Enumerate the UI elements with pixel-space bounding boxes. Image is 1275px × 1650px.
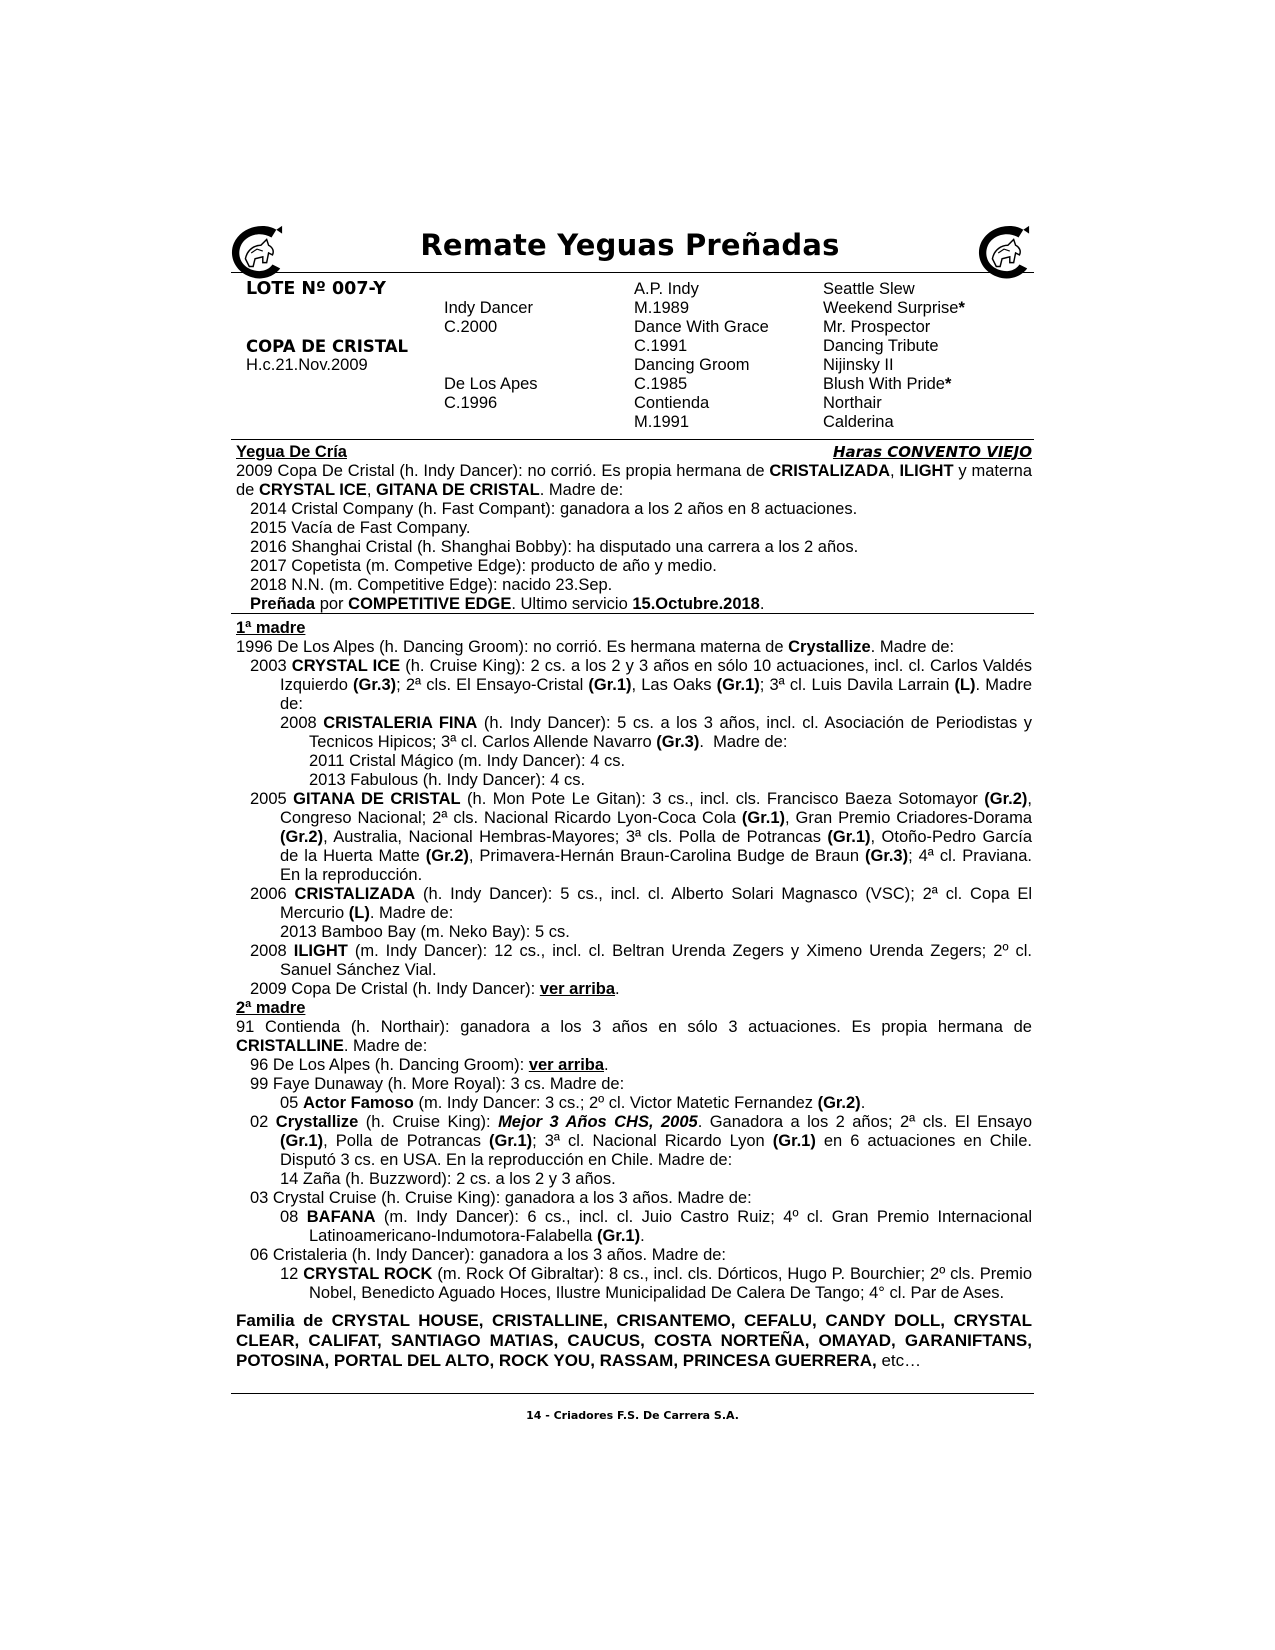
produce-record: 2003 CRYSTAL ICE (h. Cruise King): 2 cs. a los 2 y 3 años en sólo 10 actuaciones, incl. cl. Carlos Valdés Izquierdo (Gr.3); 2ª cls. El Ensayo-Cristal (Gr.1), Las Oaks (Gr.1); 3ª cl. Luis Davila Larrain (L). Madre de: [250,657,1033,713]
see-above-reference: ver arriba [539,980,616,998]
produce-record: 2008 ILIGHT (m. Indy Dancer): 12 cs., incl. cl. Beltran Urenda Zegers y Ximeno Urenda Zegers; 2º cl. Sanuel Sánchez Vial. [250,942,1032,979]
gen3-entry: M.1991 [634,413,690,431]
dam-year: C.1996 [444,394,498,412]
produce-record: 91 Contienda (h. Northair): ganadora a los 3 años en sólo 3 actuaciones. Es propia hermana de CRISTALLINE. Madre de: [236,1018,1032,1055]
lot-number: LOTE Nº 007-Y [246,279,386,299]
header-divider [231,272,1034,273]
produce-record: 99 Faye Dunaway (h. More Royal): 3 cs. Madre de: [250,1075,625,1093]
gen4-entry: Blush With Pride* [823,375,952,393]
gen3-entry: C.1991 [634,337,688,355]
section-divider [231,613,1034,614]
gen4-entry: Nijinsky II [823,356,894,374]
produce-record: 02 Crystallize (h. Cruise King): Mejor 3 Años CHS, 2005. Ganadora a los 2 años; 2ª cls. El Ensayo (Gr.1), Polla de Potrancas (Gr.1); 3ª cl. Nacional Ricardo Lyon (Gr.1) en 6 actuaciones en Chile. Disputó 3 cs. en USA. En la reproducción en Chile. Madre de: [250,1113,1033,1169]
produce-record: 12 CRYSTAL ROCK (m. Rock Of Gibraltar): 8 cs., incl. cls. Dórticos, Hugo P. Bourchier; 2º cls. Premio Nobel, Benedicto Aguado Hoces, Ilustre Municipalidad De Calera De Tango; 4° cl. Par de Ases. [280,1265,1033,1302]
produce-record: 05 Actor Famoso (m. Indy Dancer: 3 cs.; 2º cl. Victor Matetic Fernandez (Gr.2). [280,1094,866,1112]
pedigree-divider [231,439,1034,440]
produce-record: 2008 CRISTALERIA FINA (h. Indy Dancer): 5 cs. a los 3 años, incl. cl. Asociación de Periodistas y Tecnicos Hipicos; 3ª cl. Carlos Allende Navarro (Gr.3). Madre de: [280,714,1032,751]
pedigree-gen2 [444,280,538,413]
haras-name: Haras CONVENTO VIEJO [832,443,1032,461]
produce-record: 06 Cristaleria (h. Indy Dancer): ganadora a los 3 años. Madre de: [250,1246,727,1264]
gen4-entry: Mr. Prospector [823,318,931,336]
section-heading: 1ª madre [236,619,306,637]
dam-name: De Los Apes [444,375,538,393]
gen4-entry: Dancing Tribute [823,337,939,355]
produce-record: 03 Crystal Cruise (h. Cruise King): ganadora a los 3 años. Madre de: [250,1189,752,1207]
lot-info [246,280,408,375]
produce-record: 2013 Fabulous (h. Indy Dancer): 4 cs. [309,771,586,789]
produce-record: 2005 GITANA DE CRISTAL (h. Mon Pote Le Gitan): 3 cs., incl. cls. Francisco Baeza Sotomayor (Gr.2), Congreso Nacional; 2ª cls. Nacional Ricardo Lyon-Coca Cola (Gr.1), Gran Premio Criadores-Dorama (Gr.2), Australia, Nacional Hembras-Mayores; 3ª cls. Polla de Potrancas (Gr.1), Otoño-Pedro García de la Huerta Matte (Gr.2), Primavera-Hernán Braun-Carolina Budge de Braun (Gr.3); 4ª cl. Praviana. En la reproducción. [250,790,1032,884]
gen3-entry: M.1989 [634,299,690,317]
produce-record: 2015 Vacía de Fast Company. [250,519,471,537]
mare-birth: H.c.21.Nov.2009 [246,356,368,374]
page-footer: 14 - Criadores F.S. De Carrera S.A. [526,1409,739,1422]
gen3-entry: Dancing Groom [634,356,750,374]
produce-record: 14 Zaña (h. Buzzword): 2 cs. a los 2 y 3 años. [280,1170,616,1188]
produce-record: 2011 Cristal Mágico (m. Indy Dancer): 4 cs. [309,752,626,770]
gen3-entry: Contienda [634,394,710,412]
produce-record: 2014 Cristal Company (h. Fast Compant): ganadora a los 2 años en 8 actuaciones. [250,500,858,518]
produce-record: 2009 Copa De Cristal (h. Indy Dancer): ver arriba. [250,980,620,998]
produce-record: 2018 N.N. (m. Competitive Edge): nacido 23.Sep. [250,576,613,594]
pedigree-gen4 [823,280,965,432]
gen4-entry: Weekend Surprise* [823,299,965,317]
section-heading: 2ª madre [236,999,306,1017]
gen4-entry: Northair [823,394,882,412]
produce-record: 1996 De Los Alpes (h. Dancing Groom): no corrió. Es hermana materna de Crystallize. Madre de: [236,638,955,656]
see-above-reference: ver arriba [528,1056,605,1074]
footer-divider [231,1393,1034,1394]
produce-record: 2017 Copetista (m. Competive Edge): producto de año y medio. [250,557,717,575]
produce-record: 2016 Shanghai Cristal (h. Shanghai Bobby): ha disputado una carrera a los 2 años. [250,538,859,556]
produce-record: 08 BAFANA (m. Indy Dancer): 6 cs., incl. cl. Juio Castro Ruiz; 4º cl. Gran Premio Internacional Latinoamericano-Indumotora-Falabella (Gr.1). [280,1208,1032,1245]
pedigree-table [0,280,1275,440]
section-heading: Yegua De Cría [236,443,347,461]
sire-name: Indy Dancer [444,299,533,317]
produce-record: 96 De Los Alpes (h. Dancing Groom): ver arriba. [250,1056,609,1074]
sire-year: C.2000 [444,318,498,336]
gen4-entry: Calderina [823,413,894,431]
gen4-entry: Seattle Slew [823,280,915,298]
gen3-entry: A.P. Indy [634,280,699,298]
gen3-entry: C.1985 [634,375,688,393]
page-title: Remate Yeguas Preñadas [420,228,840,262]
produce-record: 2006 CRISTALIZADA (h. Indy Dancer): 5 cs., incl. cl. Alberto Solari Magnasco (VSC); 2ª cl. Copa El Mercurio (L). Madre de: [250,885,1032,922]
produce-record: 2009 Copa De Cristal (h. Indy Dancer): no corrió. Es propia hermana de CRISTALIZADA, ILIGHT y materna de CRYSTAL ICE, GITANA DE CRISTAL. Madre de: [236,462,1032,499]
pedigree-gen3 [634,280,769,432]
gen3-entry: Dance With Grace [634,318,769,336]
yegua-de-cria-section [236,443,1032,614]
produce-record: 2013 Bamboo Bay (m. Neko Bay): 5 cs. [280,923,570,941]
pregnancy-status: Preñada por COMPETITIVE EDGE. Ultimo servicio 15.Octubre.2018. [250,595,765,613]
primera-madre-section [236,619,1032,1371]
mare-name: COPA DE CRISTAL [246,337,409,356]
family-summary: Familia de CRYSTAL HOUSE, CRISTALLINE, CRISANTEMO, CEFALU, CANDY DOLL, CRYSTAL CLEAR, CALIFAT, SANTIAGO MATIAS, CAUCUS, COSTA NORTEÑA, OMAYAD, GARANIFTANS, POTOSINA, PORTAL DEL ALTO, ROCK YOU, RASSAM, PRINCESA GUERRERA, etc… [236,1311,1032,1370]
